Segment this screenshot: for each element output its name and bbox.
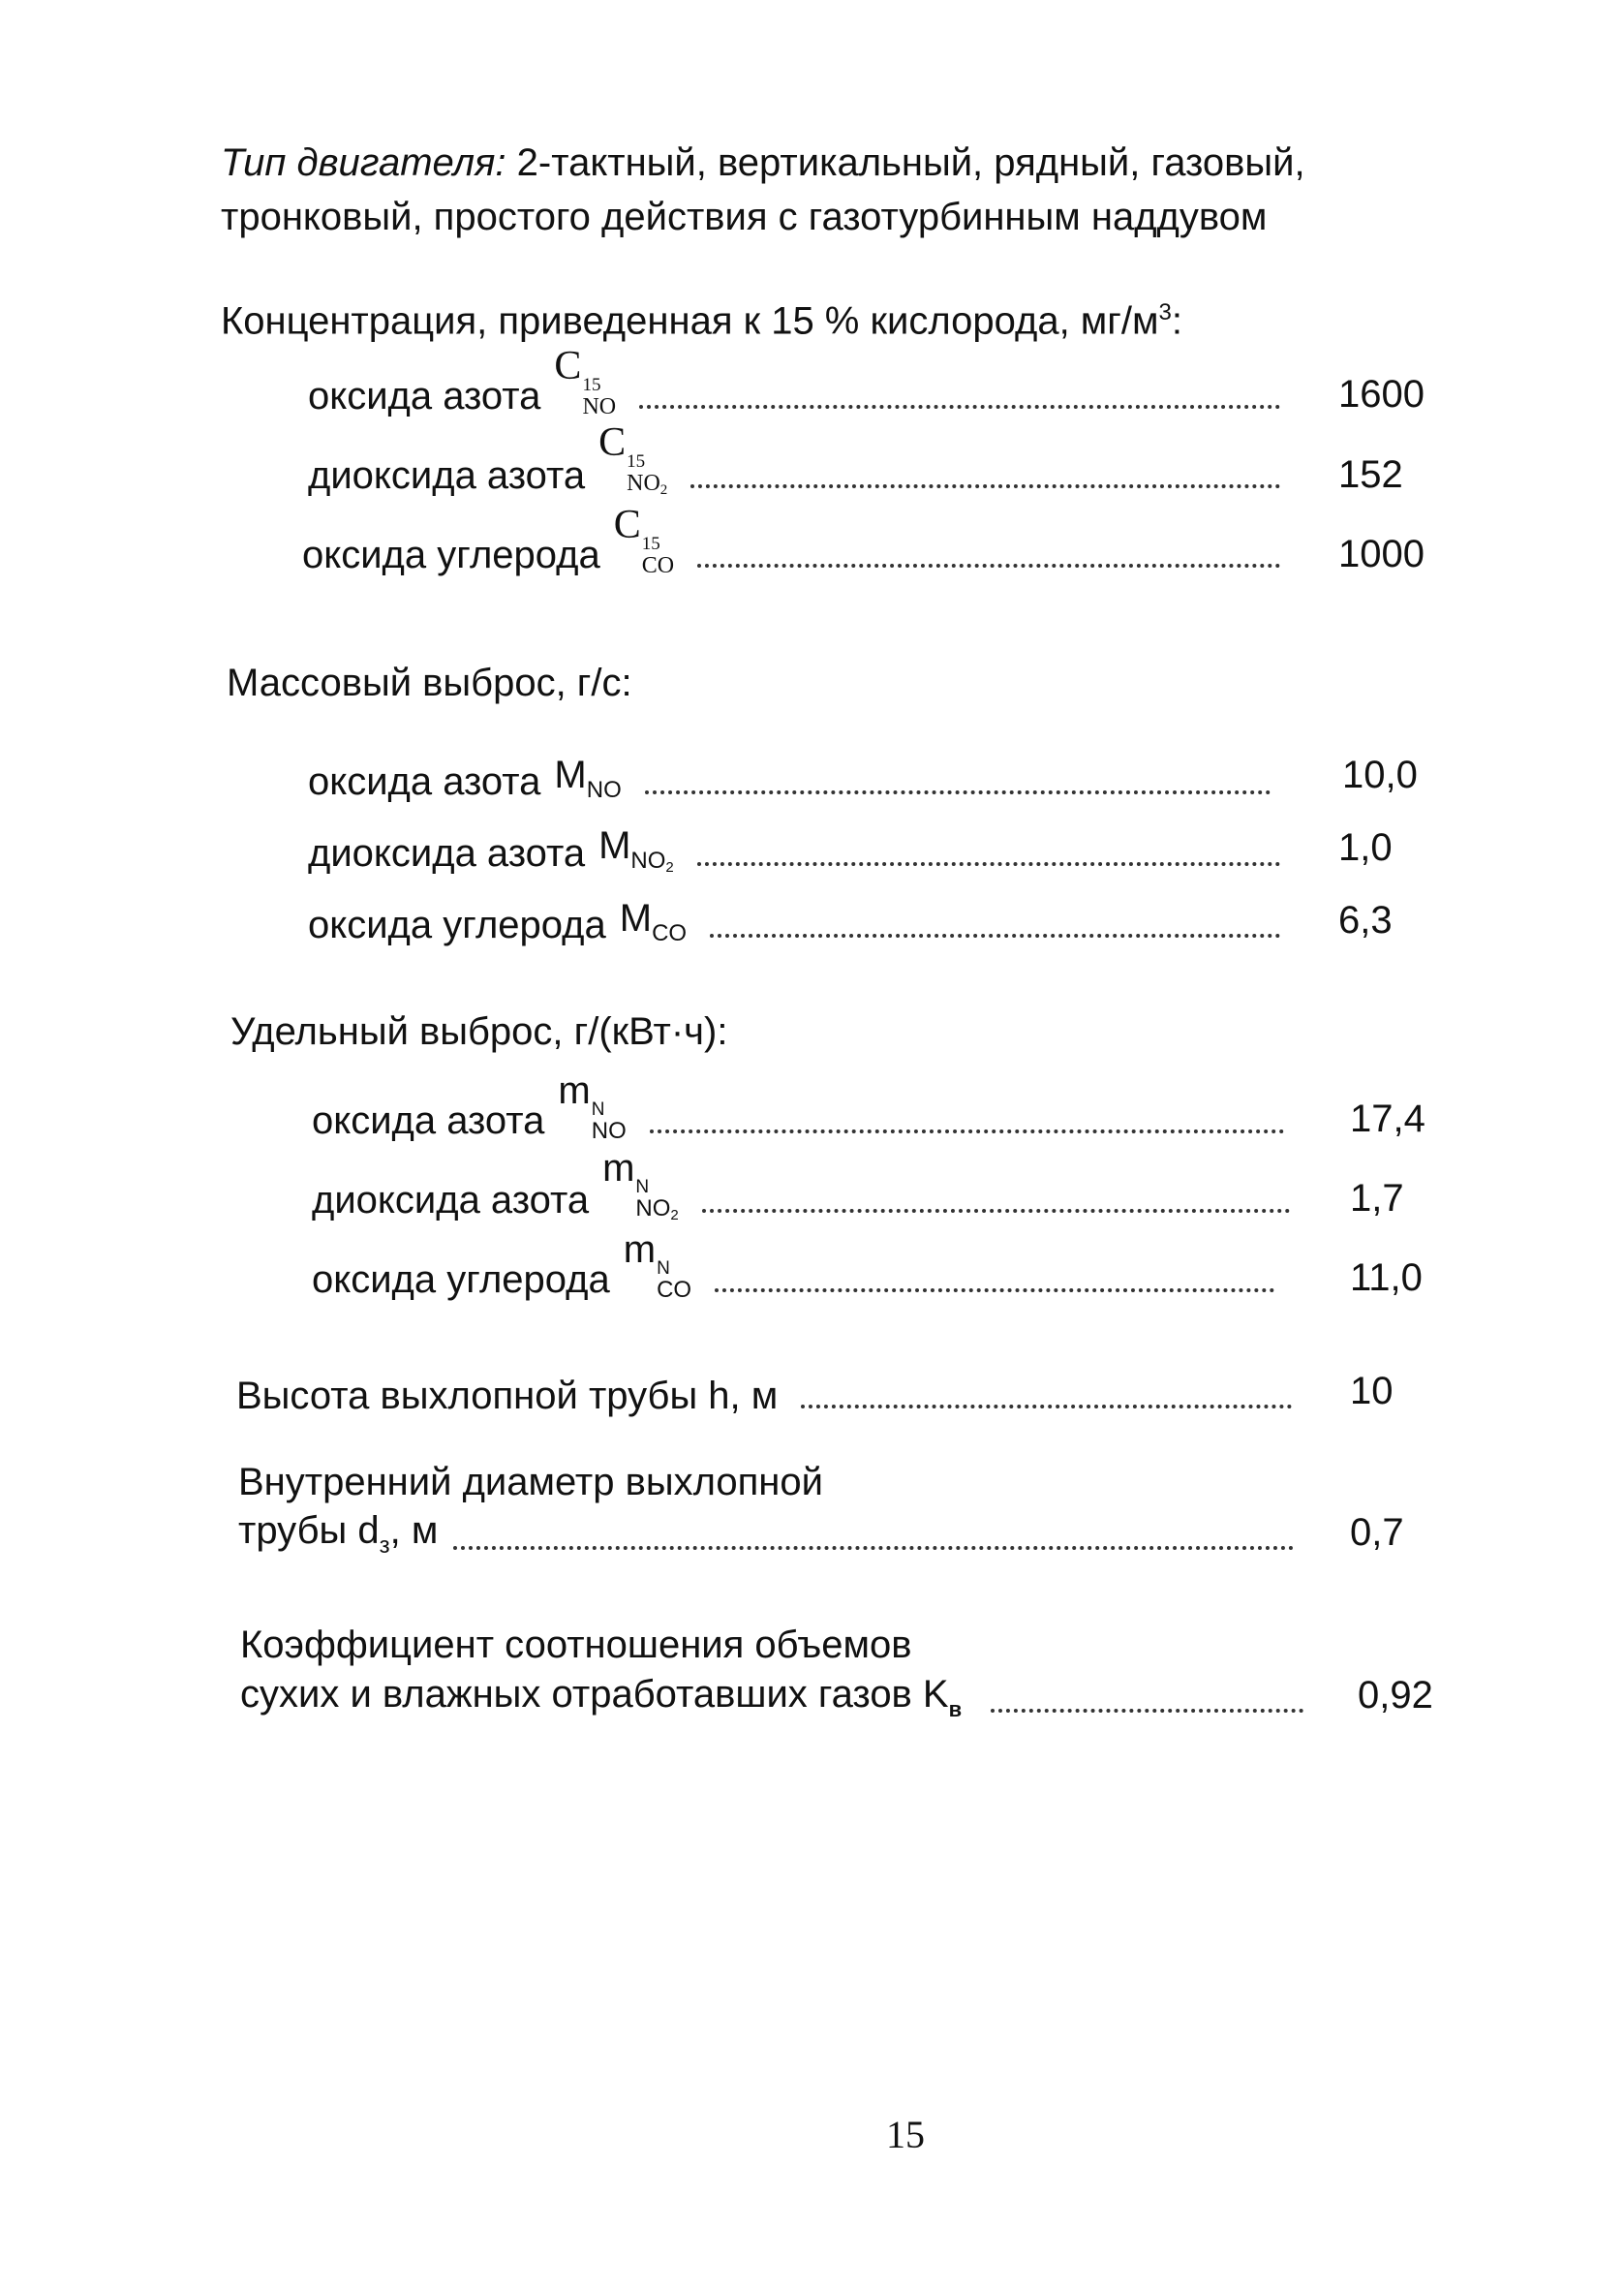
specific-emission-value: 11,0 [1350,1256,1423,1299]
engine-type-line1: 2-тактный, вертикальный, рядный, газовый, [506,141,1305,184]
mass-emission-row: диоксида азота $M_{NO2}$ [308,818,1305,876]
volume-ratio-row: сухих и влажных отработавших газов $K_в$ [240,1664,1329,1722]
mass-emission-value: 1,0 [1338,826,1393,869]
dot-leader [697,861,1280,866]
pipe-diameter-value: 0,7 [1350,1511,1404,1554]
concentration-row: диоксида азота C 15 NO2 [308,440,1305,498]
dot-leader [690,483,1280,488]
dot-leader [639,404,1280,409]
concentration-heading: Концентрация, приведенная к 15 % кислорода, $мг/м^3$: [221,299,1182,343]
engine-type-label: Тип двигателя: [221,141,506,184]
specific-emission-row: оксида азота m N NO [312,1085,1309,1143]
concentration-row: оксида азота C 15 NO [308,360,1305,418]
specific-emission-value: 17,4 [1350,1098,1425,1140]
mass-emission-heading: Массовый выброс, г/с: [227,662,632,704]
pipe-diameter-row: трубы $d_з$, м [238,1501,1319,1560]
concentration-value: 152 [1338,453,1403,496]
mass-emission-value: 10,0 [1342,754,1418,796]
dot-leader [453,1545,1294,1550]
pipe-height-row: Высота выхлопной трубы h, м [236,1360,1317,1418]
pipe-height-value: 10 [1350,1370,1394,1412]
concentration-value: 1000 [1338,533,1425,575]
mass-emission-row: оксида азота $M_{NO}$ [308,746,1296,804]
pipe-diameter-line1: Внутренний диаметр выхлопной [238,1461,823,1503]
dot-leader [710,933,1280,938]
dot-leader [991,1708,1303,1713]
engine-type-line2: тронковый, простого действия с газотурбинным наддувом [221,196,1268,238]
mass-emission-row: оксида углерода $M_{CO}$ [308,889,1305,947]
specific-emission-row: диоксида азота m N NO2 [312,1164,1315,1222]
dot-leader [650,1129,1284,1133]
dot-leader [697,563,1280,568]
dot-leader [645,789,1271,794]
specific-emission-heading: Удельный выброс, г/(кВт·ч): [230,1010,728,1053]
volume-ratio-line1: Коэффициент соотношения объемов [240,1624,912,1666]
volume-ratio-value: 0,92 [1358,1674,1433,1717]
engine-type-block [221,136,1305,244]
page-number: 15 [886,2113,925,2156]
concentration-row: оксида углерода C 15 CO [302,519,1305,577]
mass-emission-value: 6,3 [1338,899,1393,942]
concentration-value: 1600 [1338,373,1425,416]
dot-leader [715,1287,1274,1292]
dot-leader [702,1208,1290,1213]
specific-emission-row: оксида углерода m N CO [312,1244,1300,1302]
specific-emission-value: 1,7 [1350,1177,1404,1220]
dot-leader [801,1404,1292,1408]
